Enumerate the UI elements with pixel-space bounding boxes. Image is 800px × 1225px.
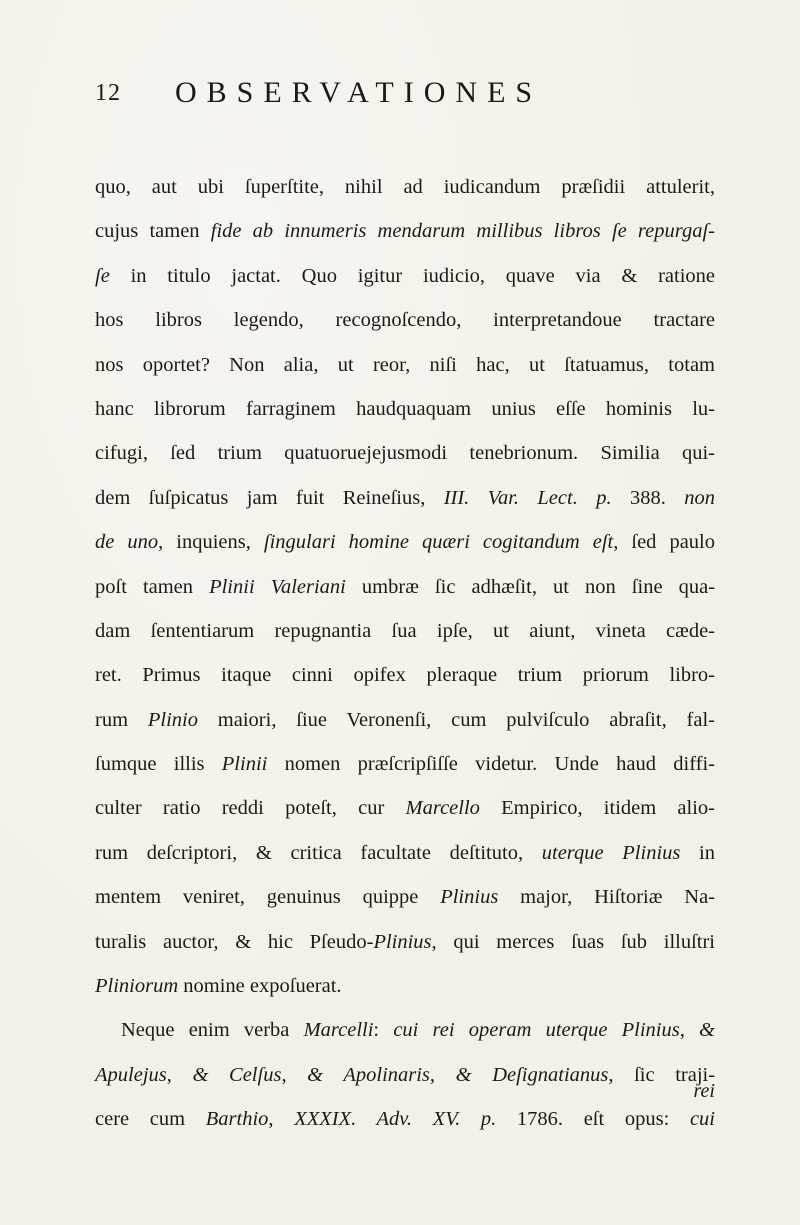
italic-segment: Plinio	[147, 708, 198, 731]
text-segment: , qui merces ſuas ſub illuſtri	[431, 930, 715, 953]
text-segment: cifugi, ſed trium quatuoruejejusmodi tenebrionum. Similia qui-	[95, 442, 715, 465]
text-segment: dam ſententiarum repugnantia ſua ipſe, ut aiunt, vineta cæde-	[95, 619, 715, 642]
text-segment: mentem veniret, genuinus quippe	[95, 886, 441, 909]
italic-segment: III. Var. Lect. p.	[443, 486, 612, 509]
italic-segment: uterque Plinius	[541, 841, 681, 864]
text-segment: ,	[268, 1108, 295, 1131]
text-line	[95, 1053, 715, 1097]
text-segment: cujus tamen	[95, 220, 211, 243]
text-line	[95, 653, 715, 697]
text-segment: Empirico, itidem alio-	[479, 797, 715, 820]
text-segment: 1786. eſt opus:	[496, 1108, 690, 1131]
text-line	[95, 520, 715, 564]
text-segment: dem ſuſpicatus jam fuit Reineſius,	[95, 486, 444, 509]
text-line	[95, 875, 715, 919]
text-segment: rum deſcriptori, & critica facultate deſtituto,	[95, 841, 542, 864]
text-segment: ,	[281, 1063, 308, 1086]
text-segment: quo, aut ubi ſuperſtite, nihil ad iudicandum præſidii attulerit,	[95, 176, 715, 198]
text-segment: ret. Primus itaque cinni opifex pleraque trium priorum libro-	[95, 664, 715, 687]
text-segment: cere cum	[95, 1108, 206, 1131]
text-segment: nomine expoſuerat.	[178, 975, 342, 998]
text-segment: ,	[679, 1019, 700, 1042]
text-line	[95, 165, 715, 209]
italic-segment: Plinii Valeriani	[209, 575, 346, 598]
italic-segment: & Deſignatianus	[455, 1063, 609, 1086]
text-line	[95, 831, 715, 875]
page-number: 12	[95, 80, 121, 106]
text-line	[95, 920, 715, 964]
text-segment: nomen præſcripſiſſe videtur. Unde haud diffi-	[267, 753, 715, 776]
italic-segment: Barthio	[205, 1108, 269, 1131]
text-segment: , ſed paulo	[613, 531, 715, 554]
italic-segment: cui	[689, 1108, 715, 1131]
text-line	[95, 298, 715, 342]
text-line	[95, 209, 715, 253]
italic-segment: Marcello	[405, 797, 480, 820]
text-segment: major, Hiſtoriæ Na-	[498, 886, 715, 909]
text-segment: ,	[429, 1063, 456, 1086]
italic-segment: ſingulari homine quæri cogitandum eſt	[263, 531, 614, 554]
text-line	[95, 431, 715, 475]
catchword: rei	[693, 1080, 715, 1102]
text-line	[95, 387, 715, 431]
italic-segment: cui rei operam uterque Plinius	[393, 1019, 680, 1042]
text-segment: Neque enim verba	[121, 1019, 304, 1042]
italic-segment: Pliniorum	[95, 975, 179, 998]
text-segment: umbræ ſic adhæſit, ut non ſine qua-	[345, 575, 716, 598]
running-head: OBSERVATIONES	[175, 76, 543, 109]
italic-segment: &	[699, 1019, 715, 1042]
italic-segment: & Apolinaris	[307, 1063, 430, 1086]
italic-segment: Apulejus	[95, 1063, 167, 1086]
italic-segment: non	[684, 486, 715, 509]
italic-segment: Plinii	[221, 753, 268, 776]
text-line	[95, 565, 715, 609]
text-line	[95, 609, 715, 653]
text-segment: :	[373, 1019, 394, 1042]
text-segment: in	[680, 841, 715, 864]
text-line	[95, 698, 715, 742]
text-line	[95, 1008, 715, 1052]
text-segment: in titulo jactat. Quo igitur iudicio, quave via & ratione	[109, 264, 715, 287]
text-segment: maiori, ſiue Veronenſi, cum pulviſculo abraſit, fal-	[197, 708, 715, 731]
italic-segment: ſe	[95, 264, 110, 287]
page-header	[95, 66, 715, 116]
italic-segment: Plinius	[373, 930, 432, 953]
text-line	[95, 1097, 715, 1141]
text-segment: ,	[166, 1063, 193, 1086]
text-line	[95, 786, 715, 830]
text-segment: rum	[95, 708, 148, 731]
text-segment: poſt tamen	[95, 575, 210, 598]
italic-segment: fide ab innumeris mendarum millibus libros ſe repurgaſ-	[210, 220, 715, 243]
text-segment: , inquiens,	[158, 531, 264, 554]
text-segment: turalis auctor, & hic Pſeudo-	[95, 930, 374, 953]
italic-segment: & Celſus	[192, 1063, 282, 1086]
text-segment: ſumque illis	[95, 753, 222, 776]
text-segment: 388.	[611, 486, 685, 509]
text-line	[95, 476, 715, 520]
text-segment: hanc librorum farraginem haudquaquam unius eſſe hominis lu-	[95, 397, 715, 420]
text-line	[95, 343, 715, 387]
text-segment: , ſic traji-	[608, 1063, 716, 1086]
italic-segment: de uno	[95, 531, 159, 554]
body-text	[95, 165, 715, 1142]
italic-segment: Marcelli	[303, 1019, 374, 1042]
text-segment: hos libros legendo, recognoſcendo, interpretandoue tractare	[95, 309, 715, 332]
text-line	[95, 742, 715, 786]
text-segment: culter ratio reddi poteſt, cur	[95, 797, 406, 820]
text-line	[95, 254, 715, 298]
italic-segment: Plinius	[440, 886, 499, 909]
italic-segment: XXXIX. Adv. XV. p.	[294, 1108, 497, 1131]
text-segment: nos oportet? Non alia, ut reor, niſi hac, ut ſtatuamus, totam	[95, 353, 715, 376]
text-line	[95, 964, 715, 1008]
